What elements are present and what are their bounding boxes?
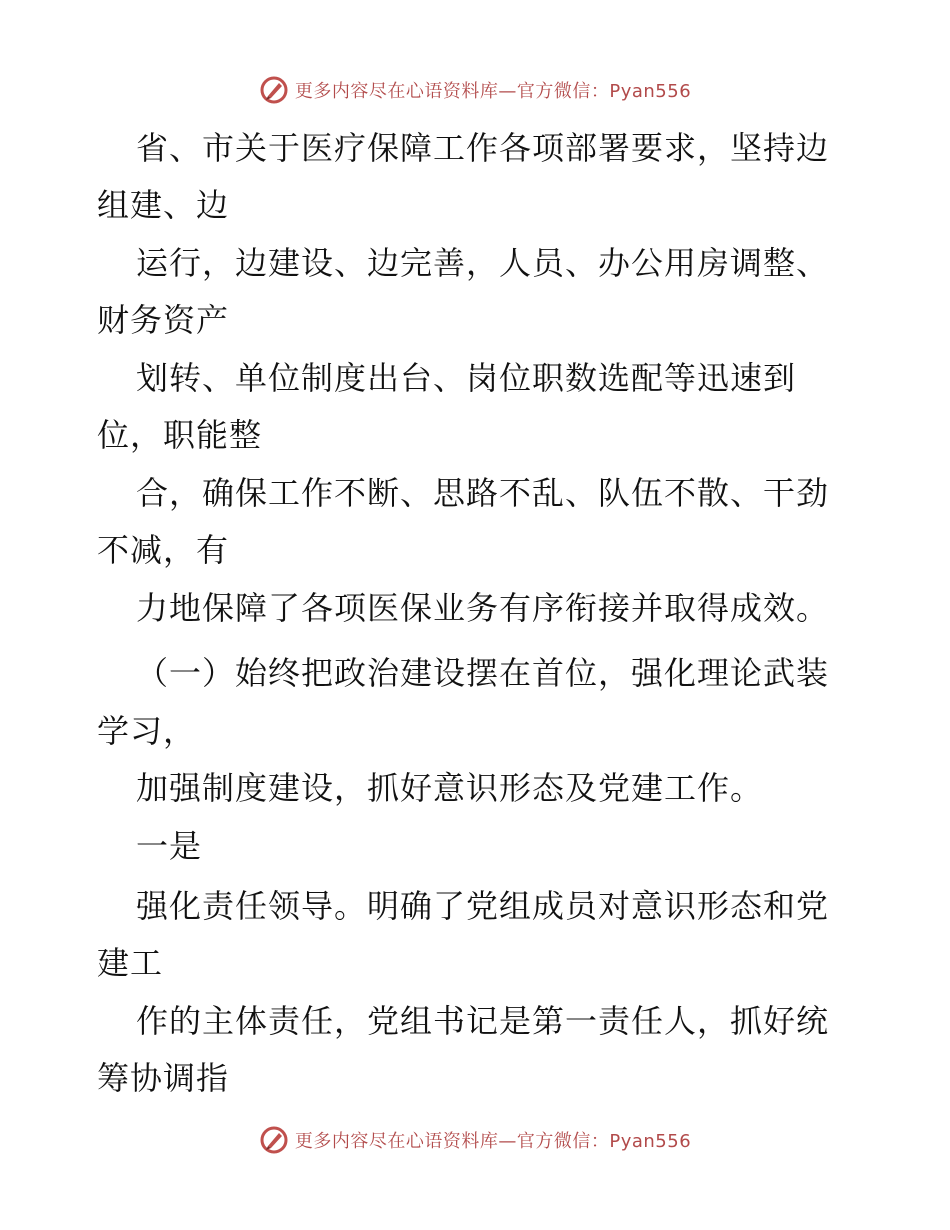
header-watermark-text: 更多内容尽在心语资料库—官方微信：Pyan556 <box>294 81 692 102</box>
text-line: 组建、边 <box>97 186 230 224</box>
text-line: 运行，边建设、边完善，人员、办公用房调整、 <box>136 244 830 282</box>
text-line: 不减，有 <box>97 531 230 569</box>
text-line: 位，职能整 <box>97 416 263 454</box>
text-line: 加强制度建设，抓好意识形态及党建工作。 <box>136 769 764 807</box>
pen-logo-icon <box>259 1125 289 1155</box>
text-line: 合，确保工作不断、思路不乱、队伍不散、干劲 <box>136 474 830 512</box>
text-line: 划转、单位制度出台、岗位职数选配等迅速到 <box>136 359 797 397</box>
text-line: 省、市关于医疗保障工作各项部署要求，坚持边 <box>136 129 830 167</box>
text-line: 财务资产 <box>97 301 230 339</box>
pen-logo-icon <box>259 75 289 105</box>
text-line: 学习， <box>97 712 197 750</box>
text-line: （一）始终把政治建设摆在首位，强化理论武装 <box>136 654 830 692</box>
footer-watermark-text: 更多内容尽在心语资料库—官方微信：Pyan556 <box>294 1131 692 1152</box>
text-line: 筹协调指 <box>97 1059 230 1097</box>
text-line: 作的主体责任，党组书记是第一责任人，抓好统 <box>136 1002 830 1040</box>
text-line: 强化责任领导。明确了党组成员对意识形态和党 <box>136 887 830 925</box>
text-line: 建工 <box>97 944 164 982</box>
text-line: 一是 <box>136 827 203 865</box>
text-line: 力地保障了各项医保业务有序衔接并取得成效。 <box>136 589 830 627</box>
footer-watermark-banner <box>0 1120 950 1160</box>
header-watermark-banner <box>0 70 950 110</box>
